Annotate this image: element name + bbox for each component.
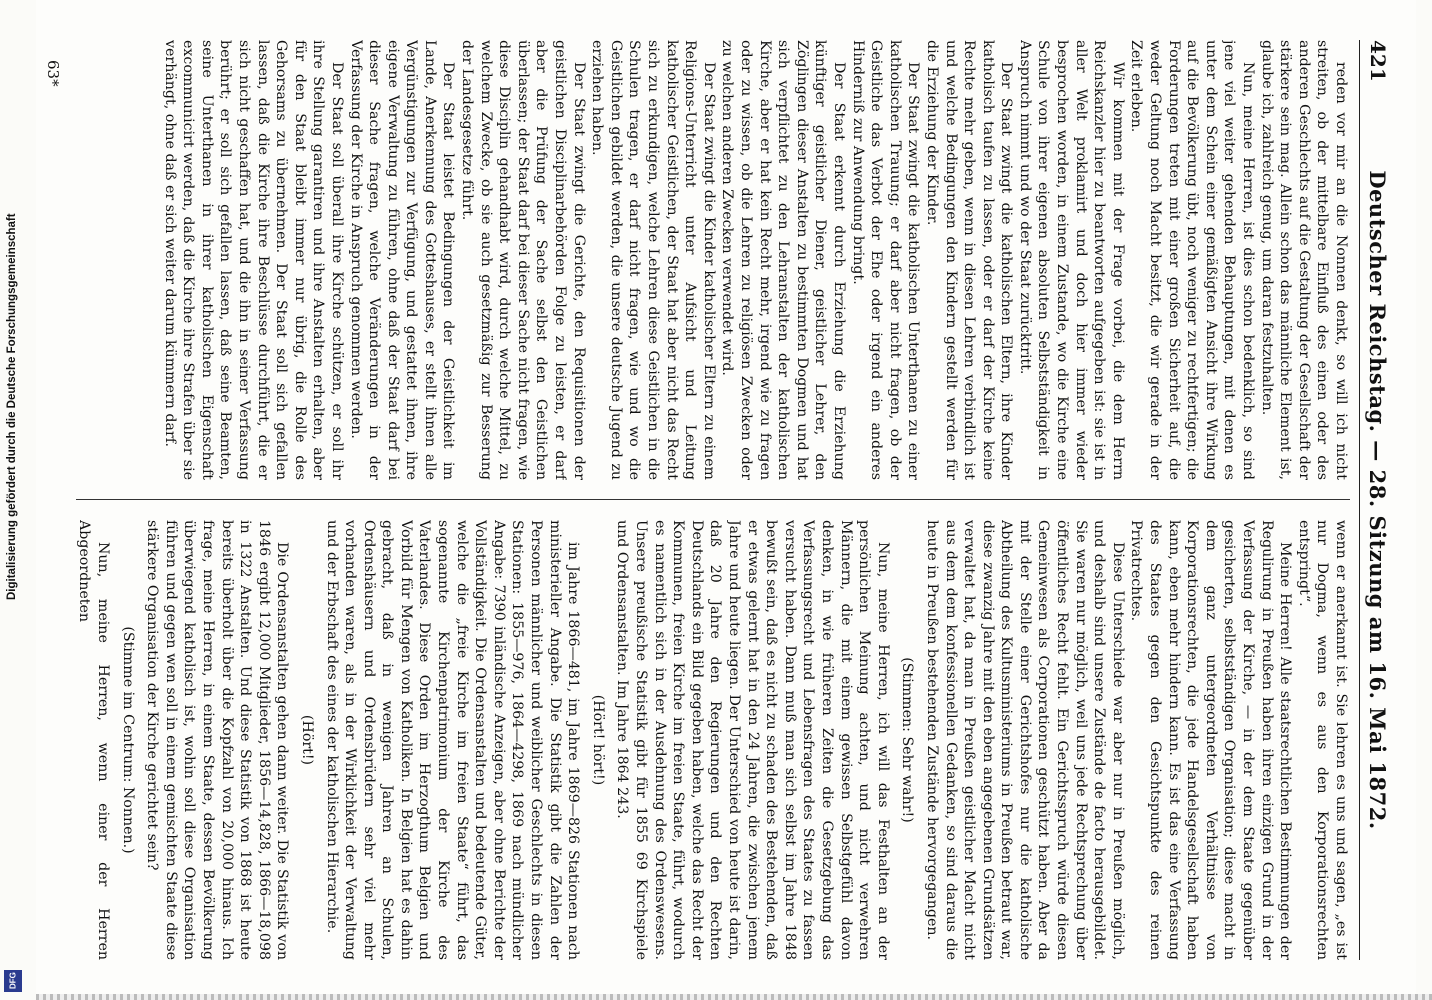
paragraph: Der Staat erkennt durch Erziehung die Erziehung künftiger geistlicher Diener, geistlicher Lehrer, den Zöglingen dieser Anstalten zu bestimmten Dogmen und hat sich verpflichtet zu den Lehranstalten der katholischen Kirche, aber er hat kein Recht mehr, irgend wie zu fragen oder zu wissen, ob die Lehren zu religiösen Zwecken oder zu welchen anderen Zwecken verwendet wird. [719,40,847,480]
paragraph: Nun, meine Herren, ich will das Festhalten an der persönlichen Meinung achten, und nicht verwehren Männern, die mit einem gewissen Selbstgefühl davon denken, in wie früheren Zeiten die Gesetzgebung das Verfassungsrecht und Lebensfragen des Staates zu fassen versucht haben. Dann muß man sich selbst im Jahre 1848 bewußt sein, daß es nicht zu schaden des Bestehenden, daß er etwas gelernt hat in den 24 Jahren, die zwischen jenem Jahre und heute liegen. Der Unterschied von heute ist darin, daß 20 Jahre den Regierungen und den Rechten Deutschlands ein Bild gegeben haben, welche das Recht der Kommunen, freien Kirche im freien Staate, führt, wodurch es namentlich sich in der Ausdehnung des Ordenswesens. Unsere preußische Statistik gibt für 1855 69 Kirchspiele und Ordensanstalten. Im Jahre 1864 243. [614,520,891,960]
text-columns [76,40,1350,960]
paragraph: Der Staat zwingt die Kinder katholischer Eltern zu einem Religions-Unterricht unter Aufsicht und Leitung katholischer Geistlichen, der Staat hat aber nicht das Recht sich zu erkundigen, welche Lehren diese Geistlichen in die Schulen tragen, er darf nicht fragen, wie und wo die Geistlichen gebildet werden, die unsere deutsche Jugend zu erziehen haben. [589,40,717,480]
paragraph: Diese Unterschiede war aber nur in Preußen möglich, und deshalb sind unsere Zustände de facto herausgebildet. Sie waren nur möglich, weil uns jede Rechtsprechung über öffentliches Recht fehlt. Ein Gerichtsspruch würde diesen Gemeinwesen als Corporationen geschützt haben. Aber da mit der Stelle einer Gerichtshofes nur die katholische Abtheilung des Kultusministeriums in Preußen betraut war, diese zwanzig Jahre mit den eben angegebenen Grundsätzen verwaltet hat, da man in Preußen geistlicher Macht nicht aus dem dem konfessionellen Gedanken, so sind daraus die heute in Preußen bestehenden Zustände hervorgegangen. [923,520,1126,960]
paragraph: Der Staat soll überall ihre Kirche schützen, er soll ihr ihre Stellung garantiren und ihre Anstalten erhalten, aber für den Staat bleibt immer nur übrig, die Rolle des Gehorsams zu übernehmen. Der Staat soll sich gefallen lassen, daß die Kirche ihre Beschlüsse durchführt, die er sich nicht geschaffen hat, und die ihn in seiner Verfassung berührt; er soll sich gefallen lassen, daß seine Beamten, seine Unterthanen in ihrer katholischen Eigenschaft excommunicirt werden, daß die Kirche ihre Strafen über sie verhängt, ohne daß er sich weiter darum kümmern darf. [161,40,345,480]
scan-edge [36,994,1432,1000]
paragraph: Der Staat zwingt die Gerichte, den Requisitionen der geistlichen Disciplinarbehörden Folge zu leisten, er darf aber die Prüfung der Sache selbst den Geistlichen überlassen; der Staat darf bei dieser Sache nicht fragen, wie diese Disciplin gehandhabt wird, durch welche Mittel, zu welchem Zwecke, ob sie auch gesetzmäßig zur Besserung der Landesgesetze führt. [459,40,587,480]
paragraph: Der Staat leistet Bedingungen der Geistlichkeit im Lande, Anerkennung des Gotteshauses, er stellt ihnen alle Vergünstigungen zur Verfügung, und gestattet ihnen, ihre eigene Verwaltung zu führen, ohne daß der Staat darf bei dieser Sache fragen, welche Veränderungen in der Verfassung der Kirche in Anspruch genommen werden. [347,40,457,480]
stage-direction: (Stimme im Centrum: Nonnen.) [119,626,136,854]
left-column [76,40,1350,480]
stage-direction: (Hört! hört!) [589,694,606,786]
paragraph: Wir kommen mit der Frage vorbei, die dem Herrn Reichskanzler hier zu beantworten aufgegeben ist: sie ist in aller Welt proklamirt und doch hier immer wieder besprochen worden, in einem Zustande, wo die Kirche eine Schule von ihrer eigenen absoluten Selbstständigkeit in Anspruch nimmt und wo der Staat zurücktritt. [1016,40,1126,480]
paragraph: wenn er anerkannt ist. Sie lehren es uns und sagen, „es ist nur Dogma, wenn es aus den Korporationsrechten entspringt“. [1295,520,1349,960]
stage-direction: (Stimmen: Sehr wahr!) [899,657,916,823]
stage-direction: (Hört!) [298,714,315,766]
digitization-note: Digitalisierung gefördert durch die Deutsche Forschungsgemeinschaft [6,213,18,600]
paragraph: Nun, meine Herren, ist dies schon bedenklich, so sind jene viel weiter gehenden Behauptungen, mit denen es unter dem Schein einer gemäßigten Ansicht ihre Wirkung auf die Bevölkerung übt, noch weniger zu rechtfertigen; die Forderungen treten mit einer großen Sicherheit auf, die weder Geltung noch Macht besitzt, die wir gerade in der Zeit erleben. [1128,40,1257,480]
running-title: Deutscher Reichstag. — 28. Sitzung am 16. Mai 1872. [1365,170,1390,830]
paragraph: Der Staat zwingt die katholischen Unterthanen zu einer katholischen Trauung; er darf aber nicht fragen, ob der Geistliche das Verbot der Ehe oder irgend ein anderes Hinderniß zur Anwendung bringt. [849,40,922,480]
signature-mark: 63* [44,60,62,87]
scanned-sheet [36,0,1416,1000]
right-column [76,520,1350,960]
paragraph: Der Staat zwingt die katholischen Eltern, ihre Kinder katholisch taufen zu lassen, oder er darf der Kirche keine Rechte mehr geben, wenn in diesen Lehren verbindlich ist und welche Bedingungen den Kindern gestellt werden für die Erziehung der Kinder. [923,40,1015,480]
paragraph: Nun, meine Herren, wenn einer der Herren Abgeordneten [76,520,111,960]
page-header [1359,40,1394,960]
dfg-logo: DFG [4,970,22,992]
paragraph: Die Ordensanstalten gehen dann weiter. Die Statistik von 1846 ergibt 12,000 Mitglieder, 1856—14,828, 1866—18,098 in 1322 Anstalten. Und diese Statistik von 1868 ist heute bereits überholt über die Kopfzahl von 20,000 hinaus. Ich frage, meine Herren, in einem Staate, dessen Bevölkerung überwiegend katholisch ist, wohin soll diese Organisation führen und gegen wen soll in einem gemischten Staate diese stärkere Organisation der Kirche gerichtet sein? [144,520,291,960]
paragraph: Meine Herren! Alle staatsrechtlichen Bestimmungen der Regulirung in Preußen haben ihren einzigen Grund in der Verfassung der Kirche, — in der dem Staate gegenüber gesicherten, selbstständigen Organisation; diese macht in dem ganz untergeordneten Verhältnisse von Korporationsrechten, die jede Handelsgesellschaft haben kann, eben mehr hindern kann. Es ist das eine Verfassung des Staates gegen den Gesichtspunkte des reinen Privatrechtes. [1128,520,1294,960]
column-divider [76,499,1350,500]
page-number: 421 [1366,40,1390,82]
paragraph: im Jahre 1866—481, im Jahre 1869—826 Stationen nach ministerieller Angabe. Die Statistik gibt die Zahlen der Personen männlicher und weiblicher Geschlechts in diesen Stationen: 1855—976, 1864—4298, 1869 nach mündlicher Angabe: 7390 inländische Anzeigen, aber ohne Berichte der Vollständigkeit. Die Ordensanstalten und bedeutende Güter, welche die „freie Kirche im freien Staate“ führt, das sogenannte Kirchenpatrimonium der Kirche des Vaterlandes. Diese Orden im Herzogthum Belgien und Vorbild für Mengen von Katholiken. In Belgien hat es dahin gebracht, daß in wenigen Jahren an Schulen, Ordenshäusern und Ordensbrüdern sehr viel mehr vorhanden waren, als in der Wirklichkeit der Verwaltung und der Erbschaft des eines der katholischen Hierarchie. [323,520,582,960]
paragraph: reden vor mir an die Nonnen denkt, so will ich nicht streiten, ob der mittelbare Einfluß des einen oder des anderen Geschlechts auf die Gestaltung der Gesellschaft der stärkere sein mag. Allein schon das männliche Element ist, glaube ich, zahlreich genug, um daran festzuhalten. [1258,40,1349,480]
